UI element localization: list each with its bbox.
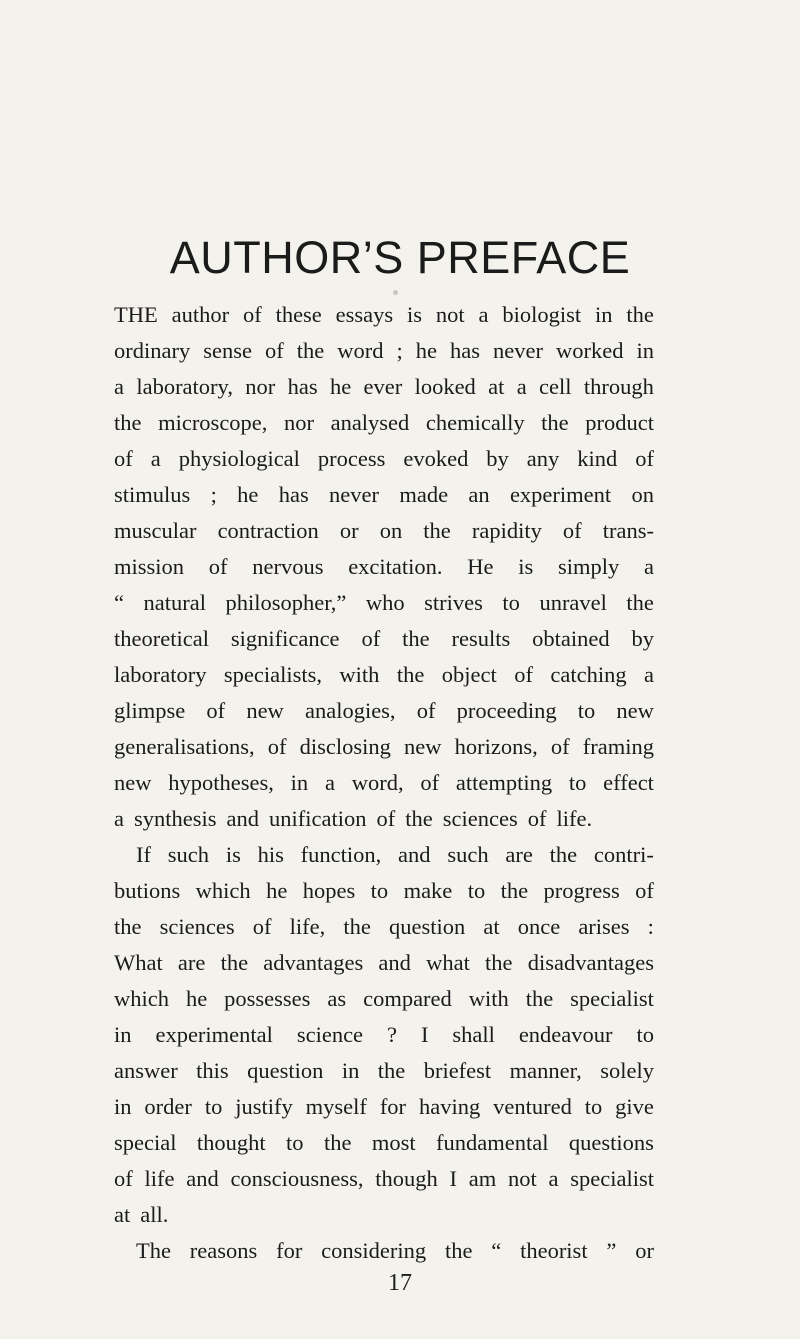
text-line: If such is his function, and such are the contri- — [136, 842, 654, 867]
page-number: 17 — [388, 1270, 412, 1296]
ornament-dot — [393, 290, 398, 295]
text-line: the sciences of life, the question at once arises : — [114, 914, 654, 939]
text-line: new hypotheses, in a word, of attempting to effect — [114, 770, 654, 795]
text-line: stimulus ; he has never made an experiment on — [114, 482, 654, 507]
text-line: in order to justify myself for having ventured to give — [114, 1094, 654, 1119]
text-line: a synthesis and unification of the sciences of life. — [114, 806, 593, 831]
preface-body — [114, 297, 654, 1269]
text-line: ordinary sense of the word ; he has never worked in — [114, 338, 654, 363]
text-line: muscular contraction or on the rapidity of trans- — [114, 518, 654, 543]
text-line: answer this question in the briefest manner, solely — [114, 1058, 654, 1083]
text-line: a laboratory, nor has he ever looked at a cell through — [114, 374, 654, 399]
text-line: laboratory specialists, with the object of catching a — [114, 662, 654, 687]
text-line: of a physiological process evoked by any kind of — [114, 446, 654, 471]
text-line: What are the advantages and what the disadvantages — [114, 950, 654, 975]
page-title: AUTHOR’S PREFACE — [169, 232, 631, 283]
text-line: the microscope, nor analysed chemically the product — [114, 410, 654, 435]
text-line: generalisations, of disclosing new horizons, of framing — [114, 734, 654, 759]
text-line: “ natural philosopher,” who strives to unravel the — [114, 590, 654, 615]
text-line: mission of nervous excitation. He is simply a — [114, 554, 654, 579]
text-line: The reasons for considering the “ theorist ” or — [136, 1238, 654, 1263]
text-line: butions which he hopes to make to the progress of — [114, 878, 654, 903]
text-line: at all. — [114, 1202, 169, 1227]
text-line: of life and consciousness, though I am not a specialist — [114, 1166, 654, 1191]
text-line: glimpse of new analogies, of proceeding to new — [114, 698, 654, 723]
text-line: which he possesses as compared with the specialist — [114, 986, 654, 1011]
text-line: THE author of these essays is not a biologist in the — [114, 302, 654, 327]
text-line: special thought to the most fundamental questions — [114, 1130, 654, 1155]
text-line: theoretical significance of the results obtained by — [114, 626, 654, 651]
text-line: in experimental science ? I shall endeavour to — [114, 1022, 654, 1047]
